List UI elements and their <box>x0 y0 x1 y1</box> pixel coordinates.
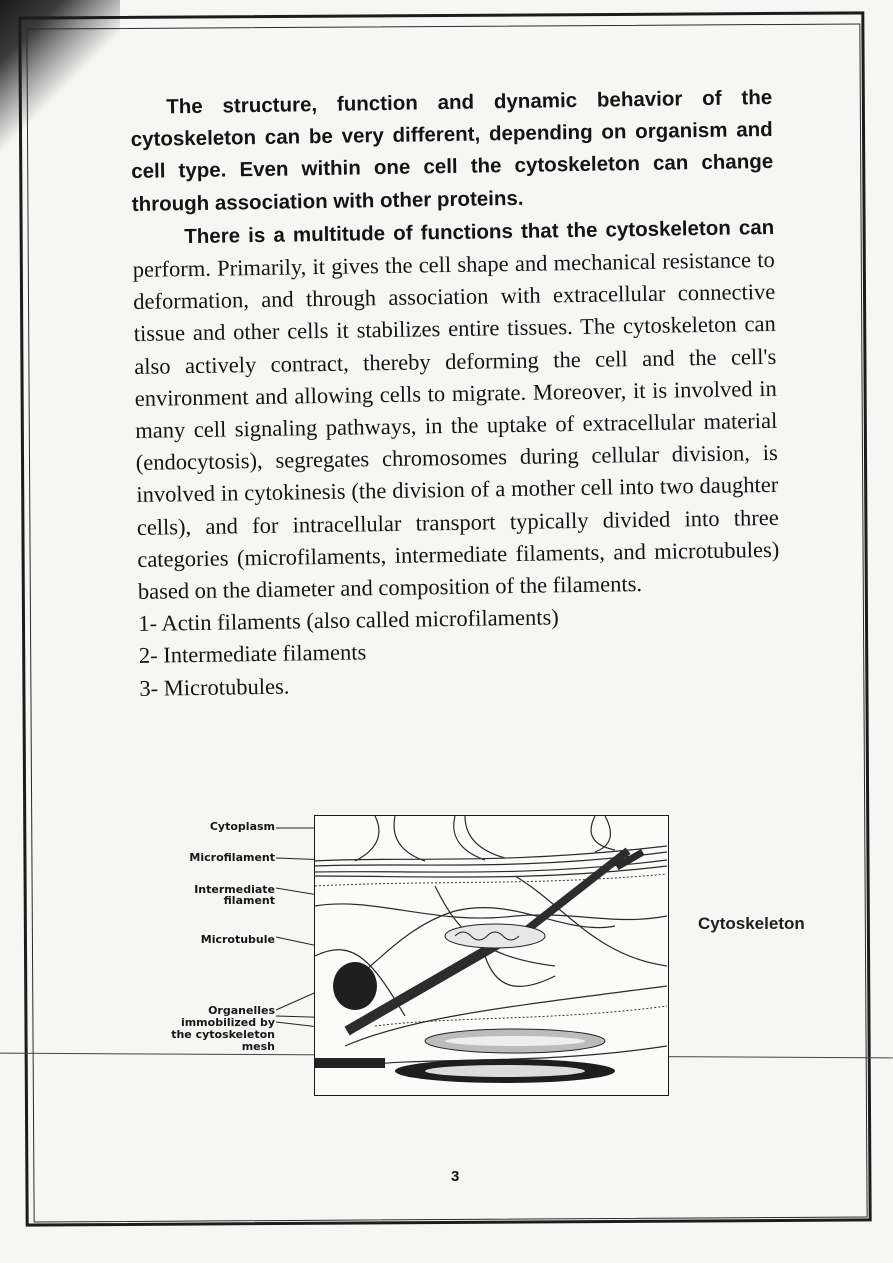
label-organelles-1: Organelles <box>208 1004 275 1017</box>
label-microfilament: Microfilament <box>189 851 275 864</box>
label-intermediate-2: filament <box>223 894 275 907</box>
list-item-intermediate: 2- Intermediate filaments <box>138 639 367 669</box>
label-organelles-2: immobilized by <box>180 1016 275 1029</box>
list-item-microtubules: 3- Microtubules. <box>139 673 290 701</box>
label-cytoplasm: Cytoplasm <box>209 820 275 833</box>
label-organelles-3: the cytoskeleton <box>171 1028 275 1041</box>
label-intermediate-1: Intermediate <box>194 883 275 896</box>
cytoskeleton-illustration <box>315 816 667 1094</box>
diagram-caption: Cytoskeleton <box>698 914 805 933</box>
label-organelles-4: mesh <box>241 1040 275 1053</box>
cytoskeleton-diagram <box>314 815 669 1096</box>
paragraph-intro: The structure, function and dynamic behavior of the cytoskeleton can be very different, depending on organism and cell type. Even within one cell the cytoskeleton can change through association with other proteins. <box>130 85 774 216</box>
paragraph-functions-lead: There is a multitude of functions that the cytoskeleton can <box>184 215 775 248</box>
label-microtubule: Microtubule <box>200 933 275 946</box>
paragraph-functions-rest: perform. Primarily, it gives the cell shape and mechanical resistance to deformation, and through association with extracellular connective tissue and other cells it stabilizes entire tissues. The cytoskeleton can also actively contract, thereby deforming the cell and the cell's environment and allowing cells to migrate. Moreover, it is involved in many cell signaling pathways, in the uptake of extracellular material (endocytosis), segregates chromosomes during cellular division, is involved in cytokinesis (the division of a mother cell into two daughter cells), and for intracellular transport typically divided into three categories (microfilaments, intermediate filaments, and microtubules) based on the diameter and composition of the filaments. <box>132 246 780 604</box>
page-number: 3 <box>451 1168 460 1185</box>
list-item-actin: 1- Actin filaments (also called microfilaments) <box>138 604 559 637</box>
